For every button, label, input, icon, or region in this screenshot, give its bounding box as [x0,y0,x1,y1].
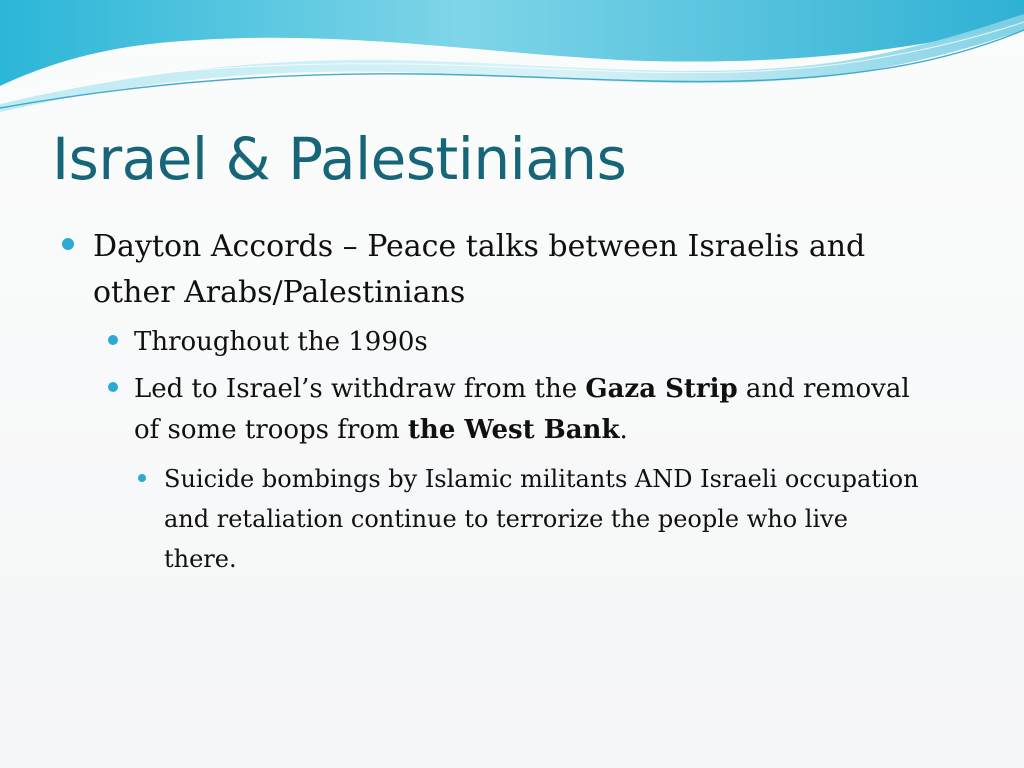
bullet-text: Dayton Accords – Peace talks between Israelis and other Arabs/Palestinians [93,229,866,310]
decorative-wave-header [0,0,1024,120]
bullet-list [0,224,1024,579]
text-after: . [619,415,628,445]
bullet-item-dayton-accords [0,224,923,316]
sub-bullet-item-withdrawal [0,369,914,451]
slide-title: Israel & Palestinians [52,125,627,193]
sub-bullet-text: Throughout the 1990s [134,327,428,357]
sub-bullet-text [134,374,910,445]
bold-gaza-strip: Gaza Strip [585,374,738,404]
sub-bullet-item-1990s [0,322,914,363]
bullet-dot-icon [108,382,118,392]
sub-sub-bullet-text: Suicide bombings by Islamic militants AND Israeli occupation and retaliation continue to terrorize the people who live there. [164,465,919,573]
bold-west-bank: the West Bank [407,415,620,445]
slide-content [0,224,1024,579]
bullet-dot-icon [138,474,146,482]
bullet-dot-icon [108,335,118,345]
sub-sub-bullet-item-violence [0,459,924,579]
text-middle: and removal of some troops from [134,374,910,445]
text-before-gaza: Led to Israel’s withdraw from the [134,374,586,404]
bullet-dot-icon [62,238,74,250]
